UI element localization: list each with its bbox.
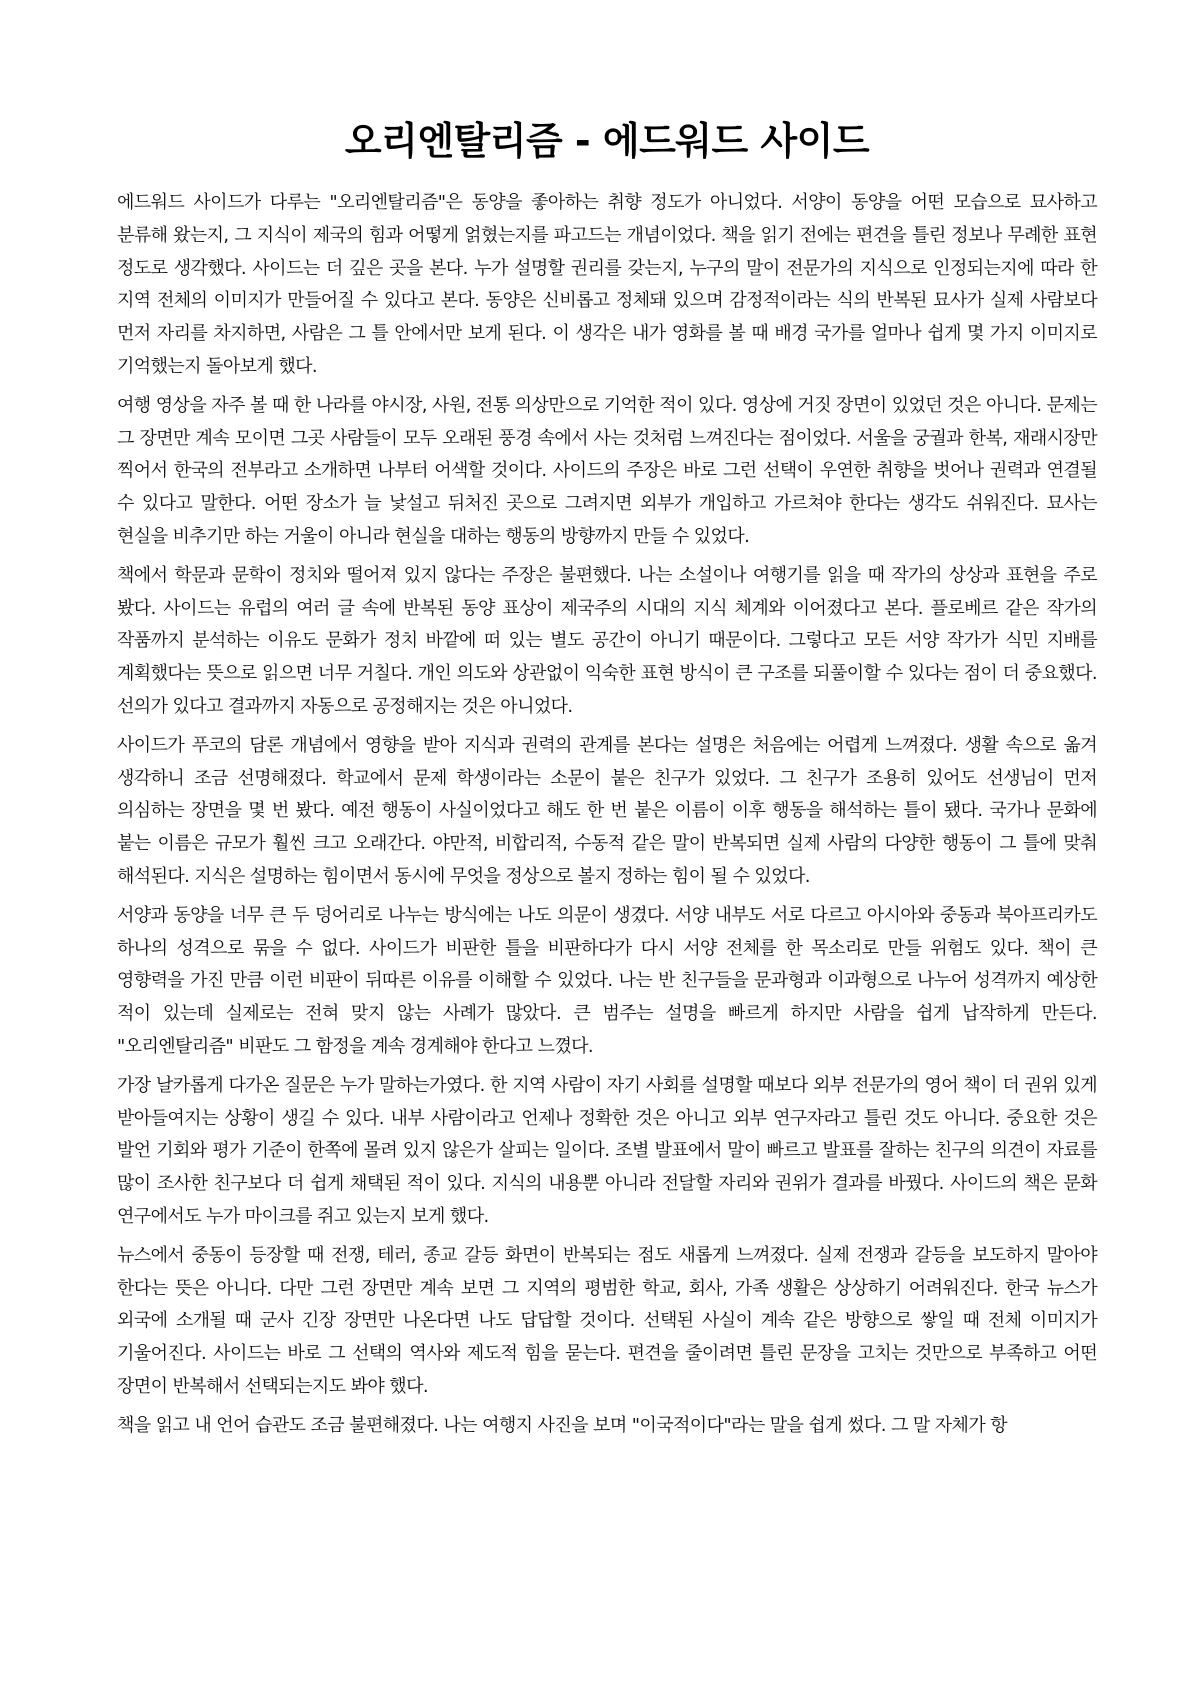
paragraph: 에드워드 사이드가 다루는 "오리엔탈리즘"은 동양을 좋아하는 취향 정도가 아니었다. 서양이 동양을 어떤 모습으로 묘사하고 분류해 왔는지, 그 지식이 제국의 힘과 어떻게 얽혔는지를 파고드는 개념이었다. 책을 읽기 전에는 편견을 틀린 정보나 무례한 표현 정도로 생각했다. 사이드는 더 깊은 곳을 본다. 누가 설명할 권리를 갖는지, 누구의 말이 전문가의 지식으로 인정되는지에 따라 한 지역 전체의 이미지가 만들어질 수 있다고 본다. 동양은 신비롭고 정체돼 있으며 감정적이라는 식의 반복된 묘사가 실제 사람보다 먼저 자리를 차지하면, 사람은 그 틀 안에서만 보게 된다. 이 생각은 내가 영화를 볼 때 배경 국가를 얼마나 쉽게 몇 가지 이미지로 기억했는지 돌아보게 했다.: [117, 192, 1097, 377]
paragraph: 사이드가 푸코의 담론 개념에서 영향을 받아 지식과 권력의 관계를 본다는 설명은 처음에는 어렵게 느껴졌다. 생활 속으로 옮겨 생각하니 조금 선명해졌다. 학교에서 문제 학생이라는 소문이 붙은 친구가 있었다. 그 친구가 조용히 있어도 선생님이 먼저 의심하는 장면을 몇 번 봤다. 예전 행동이 사실이었다고 해도 한 번 붙은 이름이 이후 행동을 해석하는 틀이 됐다. 국가나 문화에 붙는 이름은 규모가 훨씬 크고 오래간다. 야만적, 비합리적, 수동적 같은 말이 반복되면 실제 사람의 다양한 행동이 그 틀에 맞춰 해석된다. 지식은 설명하는 힘이면서 동시에 무엇을 정상으로 볼지 정하는 힘이 될 수 있었다.: [117, 734, 1097, 887]
paragraph: 서양과 동양을 너무 큰 두 덩어리로 나누는 방식에는 나도 의문이 생겼다. 서양 내부도 서로 다르고 아시아와 중동과 북아프리카도 하나의 성격으로 묶을 수 없다. 사이드가 비판한 틀을 비판하다가 다시 서양 전체를 한 목소리로 만들 위험도 있다. 책이 큰 영향력을 가진 만큼 이런 비판이 뒤따른 이유를 이해할 수 있었다. 나는 반 친구들을 문과형과 이과형으로 나누어 성격까지 예상한 적이 있는데 실제로는 전혀 맞지 않는 사례가 많았다. 큰 범주는 설명을 빠르게 하지만 사람을 쉽게 납작하게 만든다. "오리엔탈리즘" 비판도 그 함정을 계속 경계해야 한다고 느꼈다.: [117, 904, 1097, 1057]
paragraph: 책을 읽고 내 언어 습관도 조금 불편해졌다. 나는 여행지 사진을 보며 "이국적이다"라는 말을 쉽게 썼다. 그 말 자체가 항: [117, 1414, 1008, 1436]
document-page: [117, 113, 1097, 1448]
paragraph: 가장 날카롭게 다가온 질문은 누가 말하는가였다. 한 지역 사람이 자기 사회를 설명할 때보다 외부 전문가의 영어 책이 더 권위 있게 받아들여지는 상황이 생길 수 있다. 내부 사람이라고 언제나 정확한 것은 아니고 외부 연구자라고 틀린 것도 아니다. 중요한 것은 발언 기회와 평가 기준이 한쪽에 몰려 있지 않은가 살피는 일이다. 조별 발표에서 말이 빠르고 발표를 잘하는 친구의 의견이 자료를 많이 조사한 친구보다 더 쉽게 채택된 적이 있다. 지식의 내용뿐 아니라 전달할 자리와 권위가 결과를 바꿨다. 사이드의 책은 문화 연구에서도 누가 마이크를 쥐고 있는지 보게 했다.: [117, 1074, 1097, 1227]
paragraph: 책에서 학문과 문학이 정치와 떨어져 있지 않다는 주장은 불편했다. 나는 소설이나 여행기를 읽을 때 작가의 상상과 표현을 주로 봤다. 사이드는 유럽의 여러 글 속에 반복된 동양 표상이 제국주의 시대의 지식 체계와 이어졌다고 본다. 플로베르 같은 작가의 작품까지 분석하는 이유도 문화가 정치 바깥에 떠 있는 별도 공간이 아니기 때문이다. 그렇다고 모든 서양 작가가 식민 지배를 계획했다는 뜻으로 읽으면 너무 거칠다. 개인 의도와 상관없이 익숙한 표현 방식이 큰 구조를 되풀이할 수 있다는 점이 더 중요했다. 선의가 있다고 결과까지 자동으로 공정해지는 것은 아니었다.: [117, 564, 1097, 717]
document-title: 오리엔탈리즘 - 에드워드 사이드: [344, 119, 870, 163]
paragraph: 뉴스에서 중동이 등장할 때 전쟁, 테러, 종교 갈등 화면이 반복되는 점도 새롭게 느껴졌다. 실제 전쟁과 갈등을 보도하지 말아야 한다는 뜻은 아니다. 다만 그런 장면만 계속 보면 그 지역의 평범한 학교, 회사, 가족 생활은 상상하기 어려워진다. 한국 뉴스가 외국에 소개될 때 군사 긴장 장면만 나온다면 나도 답답할 것이다. 선택된 사실이 계속 같은 방향으로 쌓일 때 전체 이미지가 기울어진다. 사이드는 바로 그 선택의 역사와 제도적 힘을 묻는다. 편견을 줄이려면 틀린 문장을 고치는 것만으로 부족하고 어떤 장면이 반복해서 선택되는지도 봐야 했다.: [117, 1244, 1097, 1397]
paragraph: 여행 영상을 자주 볼 때 한 나라를 야시장, 사원, 전통 의상만으로 기억한 적이 있다. 영상에 거짓 장면이 있었던 것은 아니다. 문제는 그 장면만 계속 모이면 그곳 사람들이 모두 오래된 풍경 속에서 사는 것처럼 느껴진다는 점이었다. 서울을 궁궐과 한복, 재래시장만 찍어서 한국의 전부라고 소개하면 나부터 어색할 것이다. 사이드의 주장은 바로 그런 선택이 우연한 취향을 벗어나 권력과 연결될 수 있다고 말한다. 어떤 장소가 늘 낯설고 뒤처진 곳으로 그려지면 외부가 개입하고 가르쳐야 한다는 생각도 쉬워진다. 묘사는 현실을 비추기만 하는 거울이 아니라 현실을 대하는 행동의 방향까지 만들 수 있었다.: [117, 394, 1097, 547]
